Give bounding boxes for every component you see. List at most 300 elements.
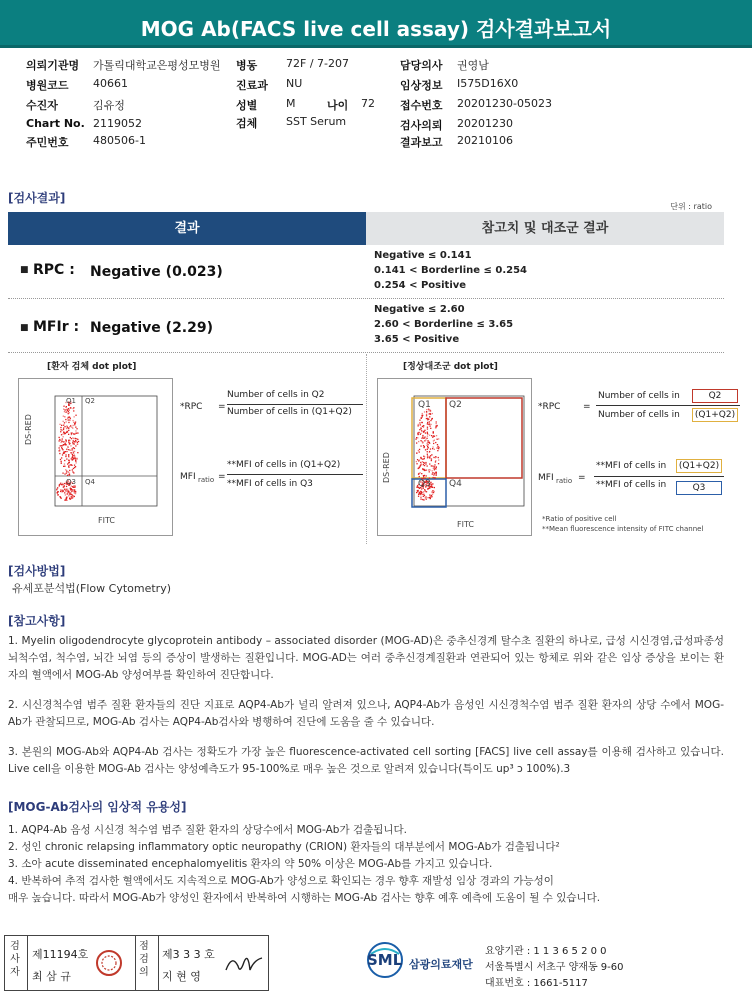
scatter-dot <box>65 469 66 470</box>
scatter-dot <box>62 454 63 455</box>
scatter-dot <box>424 465 425 466</box>
scatter-dot <box>67 410 68 411</box>
scatter-dot <box>431 497 432 498</box>
scatter-dot <box>72 469 73 470</box>
scatter-dot <box>65 491 66 492</box>
control-q3-box: Q3 <box>676 481 722 495</box>
rpc-ref-line: Negative ≤ 0.141 <box>374 250 472 261</box>
scatter-dot <box>419 492 420 493</box>
scatter-dot <box>60 459 61 460</box>
scatter-dot <box>436 472 437 473</box>
scatter-dot <box>72 420 73 421</box>
scatter-dot <box>417 437 418 438</box>
scatter-dot <box>64 416 65 417</box>
dept-value: NU <box>286 77 303 90</box>
scatter-dot <box>430 410 431 411</box>
scatter-dot <box>434 464 435 465</box>
scatter-dot <box>63 486 64 487</box>
scatter-dot <box>66 471 67 472</box>
control-mfi-q1q2-box: (Q1+Q2) <box>676 459 722 473</box>
clinical-value: I575D16X0 <box>457 77 519 90</box>
scatter-dot <box>63 431 64 432</box>
scatter-dot <box>424 437 425 438</box>
control-q2-label: Q2 <box>449 400 462 410</box>
scatter-dot <box>61 441 62 442</box>
scatter-dot <box>424 430 425 431</box>
method-text: 유세포분석법(Flow Cytometry) <box>12 582 172 595</box>
approver-label: 점검의 <box>139 941 149 978</box>
scatter-dot <box>61 457 62 458</box>
scatter-dot <box>417 491 418 492</box>
sex-label: 성별 <box>236 99 258 112</box>
plot-divider <box>366 354 367 544</box>
scatter-dot <box>437 450 438 451</box>
scatter-dot <box>71 494 72 495</box>
mfi-ref-line: 2.60 < Borderline ≤ 3.65 <box>374 319 514 330</box>
scatter-dot <box>64 426 65 427</box>
scatter-dot <box>420 445 421 446</box>
scatter-dot <box>67 418 68 419</box>
scatter-dot <box>418 432 419 433</box>
scatter-dot <box>74 456 75 457</box>
control-q1q2-box: (Q1+Q2) <box>692 408 738 422</box>
scatter-dot <box>69 460 70 461</box>
patient-plot-title: [환자 검체 dot plot] <box>47 362 137 372</box>
reference-paragraph-1: 1. Myelin oligodendrocyte glycoprotein antibody – associated disorder (MOG-AD)은 중추신경계 탈수초 질환의 하나로, 급성 시신경염,급성파종성 뇌척수염, 척수염, 뇌간 뇌염 등의 증상이 발생하는 질환입니다. MOG-AD는 여러 중추신경계질환과 연관되어 있는 항체로 위와 같은 임상 증상을 보이는 환자의 혈액에서 MOG-Ab 양성여부를 확인하여 진단합니다. <box>8 635 724 681</box>
scatter-dot <box>63 444 64 445</box>
control-mfi-bar <box>594 476 724 477</box>
mfi-ratio-sub: ratio <box>198 476 215 484</box>
id-label: 주민번호 <box>26 136 69 149</box>
scatter-dot <box>73 443 74 444</box>
scatter-dot <box>71 458 72 459</box>
scatter-dot <box>438 448 439 449</box>
scatter-dot <box>435 461 436 462</box>
scatter-dot <box>418 493 419 494</box>
scatter-dot <box>71 427 72 428</box>
scatter-dot <box>419 449 420 450</box>
scatter-dot <box>433 432 434 433</box>
control-q4-label: Q4 <box>449 479 462 489</box>
scatter-dot <box>420 465 421 466</box>
scatter-dot <box>432 418 433 419</box>
scatter-dot <box>432 494 433 495</box>
scatter-dot <box>432 448 433 449</box>
rpc-numerator: Number of cells in Q2 <box>227 390 325 400</box>
patient-q3-label: Q3 <box>66 478 76 486</box>
control-x-axis-label: FITC <box>457 520 474 529</box>
scatter-dot <box>76 428 77 429</box>
reference-paragraph-2: 2. 시신경척수염 범주 질환 환자들의 진단 지표로 AQP4-Ab가 널리 알려져 있으나, AQP4-Ab가 음성인 시신경척수염 범주 질환 환자의 상당 수에서 MOG-Ab가 관찰되므로, MOG-Ab 검사는 AQP4-Ab검사와 병행하여 진단에 도움을 줄 수 있습니다. <box>8 699 724 728</box>
rpc-ref-line: 0.141 < Borderline ≤ 0.254 <box>374 265 527 276</box>
scatter-dot <box>415 439 416 440</box>
scatter-dot <box>65 419 66 420</box>
control-q1-label: Q1 <box>418 400 431 410</box>
request-value: 20201230 <box>457 117 513 130</box>
scatter-dot <box>418 450 419 451</box>
scatter-dot <box>74 489 75 490</box>
scatter-dot <box>68 467 69 468</box>
control-y-axis-label: DS-RED <box>382 452 391 483</box>
scatter-dot <box>438 463 439 464</box>
equals-sign: = <box>218 402 226 412</box>
scatter-dot <box>59 447 60 448</box>
org-phone: 대표번호 : 1661-5117 <box>485 978 588 989</box>
mfi-reference <box>374 302 513 347</box>
scatter-dot <box>419 420 420 421</box>
scatter-dot <box>64 492 65 493</box>
scatter-dot <box>429 423 430 424</box>
scatter-dot <box>72 495 73 496</box>
report-date-label: 결과보고 <box>400 136 443 149</box>
receipt-label: 접수번호 <box>400 99 443 112</box>
scatter-dot <box>75 493 76 494</box>
scatter-dot <box>436 427 437 428</box>
rpc-name: RPC : <box>33 262 75 278</box>
scatter-dot <box>429 435 430 436</box>
scatter-dot <box>432 491 433 492</box>
scatter-dot <box>437 444 438 445</box>
scatter-dot <box>62 473 63 474</box>
scatter-dot <box>73 440 74 441</box>
org-name: 삼광의료재단 <box>409 958 473 971</box>
scatter-dot <box>62 490 63 491</box>
scatter-dot <box>434 469 435 470</box>
scatter-dot <box>432 472 433 473</box>
clinical-item: 4. 반복하여 추적 검사한 혈액에서도 지속적으로 MOG-Ab가 양성으로 확인되는 경우 향후 재발성 임상 경과의 가능성이 <box>8 875 554 887</box>
scatter-dot <box>416 453 417 454</box>
scatter-dot <box>69 426 70 427</box>
scatter-dot <box>63 436 64 437</box>
scatter-dot <box>74 492 75 493</box>
tester-label: 검사자 <box>10 941 20 978</box>
scatter-dot <box>418 460 419 461</box>
scatter-dot <box>433 443 434 444</box>
scatter-dot <box>427 419 428 420</box>
reference-paragraph-3: 3. 본원의 MOG-Ab와 AQP4-Ab 검사는 정확도가 가장 높은 fluorescence-activated cell sorting [FACS] live cell assay를 이용해 검사하고 있습니다. Live cell을 이용한 MOG-Ab 검사는 양성예측도가 95-100%로 매우 높은 것으로 알려져 있습니다(특이도 up³ ↄ 100%).3 <box>8 746 724 775</box>
scatter-dot <box>61 445 62 446</box>
scatter-dot <box>418 490 419 491</box>
scatter-dot <box>423 425 424 426</box>
scatter-dot <box>66 472 67 473</box>
scatter-dot <box>418 424 419 425</box>
scatter-dot <box>422 468 423 469</box>
rpc-denominator: Number of cells in (Q1+Q2) <box>227 407 352 417</box>
scatter-dot <box>432 413 433 414</box>
scatter-dot <box>421 422 422 423</box>
tester-number: 제11194호 <box>32 948 89 961</box>
scatter-dot <box>64 409 65 410</box>
scatter-dot <box>69 465 70 466</box>
scatter-dot <box>427 418 428 419</box>
unit-label: 단위 : ratio <box>670 202 712 211</box>
tester-seal-icon <box>94 948 124 978</box>
scatter-dot <box>65 494 66 495</box>
scatter-dot <box>63 442 64 443</box>
scatter-dot <box>429 471 430 472</box>
scatter-dot <box>74 441 75 442</box>
scatter-dot <box>426 438 427 439</box>
clinical-item: 3. 소아 acute disseminated encephalomyelitis 환자의 약 50% 이상은 MOG-Ab를 가지고 있습니다. <box>8 858 493 870</box>
scatter-dot <box>426 499 427 500</box>
scatter-dot <box>64 460 65 461</box>
institution-value: 가톨릭대학교은평성모병원 <box>93 59 221 72</box>
control-mfi-label: MFI <box>538 473 554 483</box>
bullet-icon: ■ <box>20 323 29 333</box>
scatter-dot <box>424 494 425 495</box>
scatter-dot <box>72 491 73 492</box>
scatter-dot <box>73 425 74 426</box>
scatter-dot <box>70 488 71 489</box>
scatter-dot <box>426 491 427 492</box>
scatter-dot <box>421 473 422 474</box>
org-address: 서울특별시 서초구 양재동 9-60 <box>485 962 624 973</box>
scatter-dot <box>432 470 433 471</box>
mfi-ref-line: 3.65 < Positive <box>374 334 460 345</box>
scatter-dot <box>68 442 69 443</box>
scatter-dot <box>69 474 70 475</box>
scatter-dot <box>416 461 417 462</box>
scatter-dot <box>70 489 71 490</box>
scatter-dot <box>74 496 75 497</box>
scatter-dot <box>68 495 69 496</box>
scatter-dot <box>429 416 430 417</box>
scatter-dot <box>75 415 76 416</box>
scatter-dot <box>70 437 71 438</box>
scatter-dot <box>431 495 432 496</box>
scatter-dot <box>58 491 59 492</box>
scatter-dot <box>72 457 73 458</box>
scatter-dot <box>431 435 432 436</box>
ward-value: 72F / 7-207 <box>286 57 349 70</box>
control-plot-title: [정상대조군 dot plot] <box>403 362 498 372</box>
scatter-dot <box>68 422 69 423</box>
scatter-dot <box>72 471 73 472</box>
rpc-fraction-bar <box>227 404 363 405</box>
doctor-label: 담당의사 <box>400 59 443 72</box>
scatter-dot <box>437 446 438 447</box>
scatter-dot <box>73 453 74 454</box>
scatter-dot <box>75 430 76 431</box>
scatter-dot <box>64 483 65 484</box>
clinical-item: 1. AQP4-Ab 음성 시신경 척수염 범주 질환 환자의 상당수에서 MOG-Ab가 검출됩니다. <box>8 824 407 836</box>
scatter-dot <box>420 440 421 441</box>
scatter-dot <box>426 418 427 419</box>
control-q3-label: Q3 <box>418 479 431 489</box>
scatter-dot <box>436 475 437 476</box>
scatter-dot <box>61 425 62 426</box>
scatter-dot <box>62 438 63 439</box>
patient-q2-label: Q2 <box>85 397 95 405</box>
scatter-dot <box>433 435 434 436</box>
scatter-dot <box>63 466 64 467</box>
scatter-dot <box>69 498 70 499</box>
scatter-dot <box>422 413 423 414</box>
scatter-dot <box>66 406 67 407</box>
scatter-dot <box>72 437 73 438</box>
scatter-dot <box>73 468 74 469</box>
scatter-dot <box>427 455 428 456</box>
scatter-dot <box>431 460 432 461</box>
patient-y-axis-label: DS-RED <box>24 414 33 445</box>
scatter-dot <box>419 422 420 423</box>
scatter-dot <box>436 435 437 436</box>
report-title: MOG Ab(FACS live cell assay) 검사결과보고서 <box>140 17 612 41</box>
scatter-dot <box>438 438 439 439</box>
scatter-dot <box>69 493 70 494</box>
scatter-dot <box>434 468 435 469</box>
id-value: 480506-1 <box>93 134 146 147</box>
scatter-dot <box>74 487 75 488</box>
scatter-dot <box>73 447 74 448</box>
scatter-dot <box>424 411 425 412</box>
scatter-dot <box>422 494 423 495</box>
scatter-dot <box>67 492 68 493</box>
scatter-dot <box>422 426 423 427</box>
scatter-dot <box>436 466 437 467</box>
scatter-dot <box>433 440 434 441</box>
reference-column-header: 참고치 및 대조군 결과 <box>366 212 724 245</box>
scatter-dot <box>64 422 65 423</box>
scatter-dot <box>416 463 417 464</box>
scatter-dot <box>64 463 65 464</box>
scatter-dot <box>420 472 421 473</box>
scatter-dot <box>77 433 78 434</box>
scatter-dot <box>74 423 75 424</box>
scatter-dot <box>423 475 424 476</box>
patient-x-axis-label: FITC <box>98 516 115 525</box>
chart-value: 2119052 <box>93 117 142 130</box>
scatter-dot <box>419 451 420 452</box>
scatter-dot <box>63 421 64 422</box>
scatter-dot <box>69 412 70 413</box>
scatter-dot <box>418 474 419 475</box>
scatter-dot <box>70 418 71 419</box>
scatter-dot <box>435 460 436 461</box>
scatter-dot <box>438 459 439 460</box>
scatter-dot <box>429 426 430 427</box>
scatter-dot <box>69 450 70 451</box>
scatter-dot <box>426 414 427 415</box>
scatter-dot <box>416 492 417 493</box>
scatter-dot <box>59 485 60 486</box>
scatter-dot <box>74 434 75 435</box>
scatter-dot <box>75 458 76 459</box>
patient-dot-plot <box>18 378 173 536</box>
scatter-dot <box>67 426 68 427</box>
scatter-dot <box>66 449 67 450</box>
scatter-dot <box>421 430 422 431</box>
scatter-dot <box>77 439 78 440</box>
scatter-dot <box>427 457 428 458</box>
scatter-dot <box>66 428 67 429</box>
scatter-dot <box>432 474 433 475</box>
scatter-dot <box>422 459 423 460</box>
scatter-dot <box>425 463 426 464</box>
scatter-dot <box>73 410 74 411</box>
scatter-dot <box>431 458 432 459</box>
scatter-dot <box>436 421 437 422</box>
scatter-dot <box>68 410 69 411</box>
scatter-dot <box>435 442 436 443</box>
scatter-dot <box>74 416 75 417</box>
scatter-dot <box>72 454 73 455</box>
scatter-dot <box>423 499 424 500</box>
scatter-dot <box>73 487 74 488</box>
scatter-dot <box>433 457 434 458</box>
scatter-dot <box>437 439 438 440</box>
scatter-dot <box>432 483 433 484</box>
mfi-formula-label: MFI <box>180 472 196 482</box>
patient-q4-label: Q4 <box>85 478 95 486</box>
scatter-dot <box>427 449 428 450</box>
scatter-dot <box>57 487 58 488</box>
scatter-dot <box>68 408 69 409</box>
scatter-dot <box>67 446 68 447</box>
scatter-dot <box>430 448 431 449</box>
scatter-dot <box>434 473 435 474</box>
reference-title: [참고사항] <box>8 614 66 628</box>
scatter-dot <box>63 433 64 434</box>
scatter-dot <box>427 444 428 445</box>
scatter-dot <box>429 457 430 458</box>
scatter-dot <box>64 452 65 453</box>
scatter-dot <box>73 433 74 434</box>
scatter-dot <box>63 427 64 428</box>
scatter-dot <box>64 473 65 474</box>
scatter-dot <box>65 456 66 457</box>
scatter-dot <box>68 434 69 435</box>
scatter-dot <box>66 451 67 452</box>
scatter-dot <box>418 467 419 468</box>
scatter-dot <box>72 450 73 451</box>
ward-label: 병동 <box>236 59 258 72</box>
scatter-dot <box>65 454 66 455</box>
control-rpc-bar <box>596 405 740 406</box>
scatter-dot <box>418 441 419 442</box>
scatter-dot <box>59 437 60 438</box>
scatter-dot <box>429 451 430 452</box>
scatter-dot <box>61 463 62 464</box>
clinical-title: [MOG-Ab검사의 임상적 유용성] <box>8 800 187 814</box>
control-rpc-numerator: Number of cells in <box>598 391 680 401</box>
scatter-dot <box>420 424 421 425</box>
scatter-dot <box>432 465 433 466</box>
scatter-dot <box>60 489 61 490</box>
scatter-dot <box>424 431 425 432</box>
scatter-dot <box>72 442 73 443</box>
scatter-dot <box>427 433 428 434</box>
scatter-dot <box>66 458 67 459</box>
scatter-dot <box>425 439 426 440</box>
name-label: 수진자 <box>26 99 58 112</box>
scatter-dot <box>427 454 428 455</box>
scatter-dot <box>426 475 427 476</box>
scatter-dot <box>424 495 425 496</box>
mfi-name: MFIr : <box>33 319 80 335</box>
scatter-dot <box>429 413 430 414</box>
tester-name: 최 삼 규 <box>32 970 71 983</box>
scatter-dot <box>68 455 69 456</box>
scatter-dot <box>72 448 73 449</box>
results-section-title: [검사결과] <box>8 191 66 205</box>
scatter-dot <box>430 498 431 499</box>
scatter-dot <box>63 429 64 430</box>
scatter-dot <box>432 487 433 488</box>
scatter-dot <box>63 416 64 417</box>
scatter-dot <box>431 484 432 485</box>
control-mfi-numerator: **MFI of cells in <box>596 461 667 471</box>
